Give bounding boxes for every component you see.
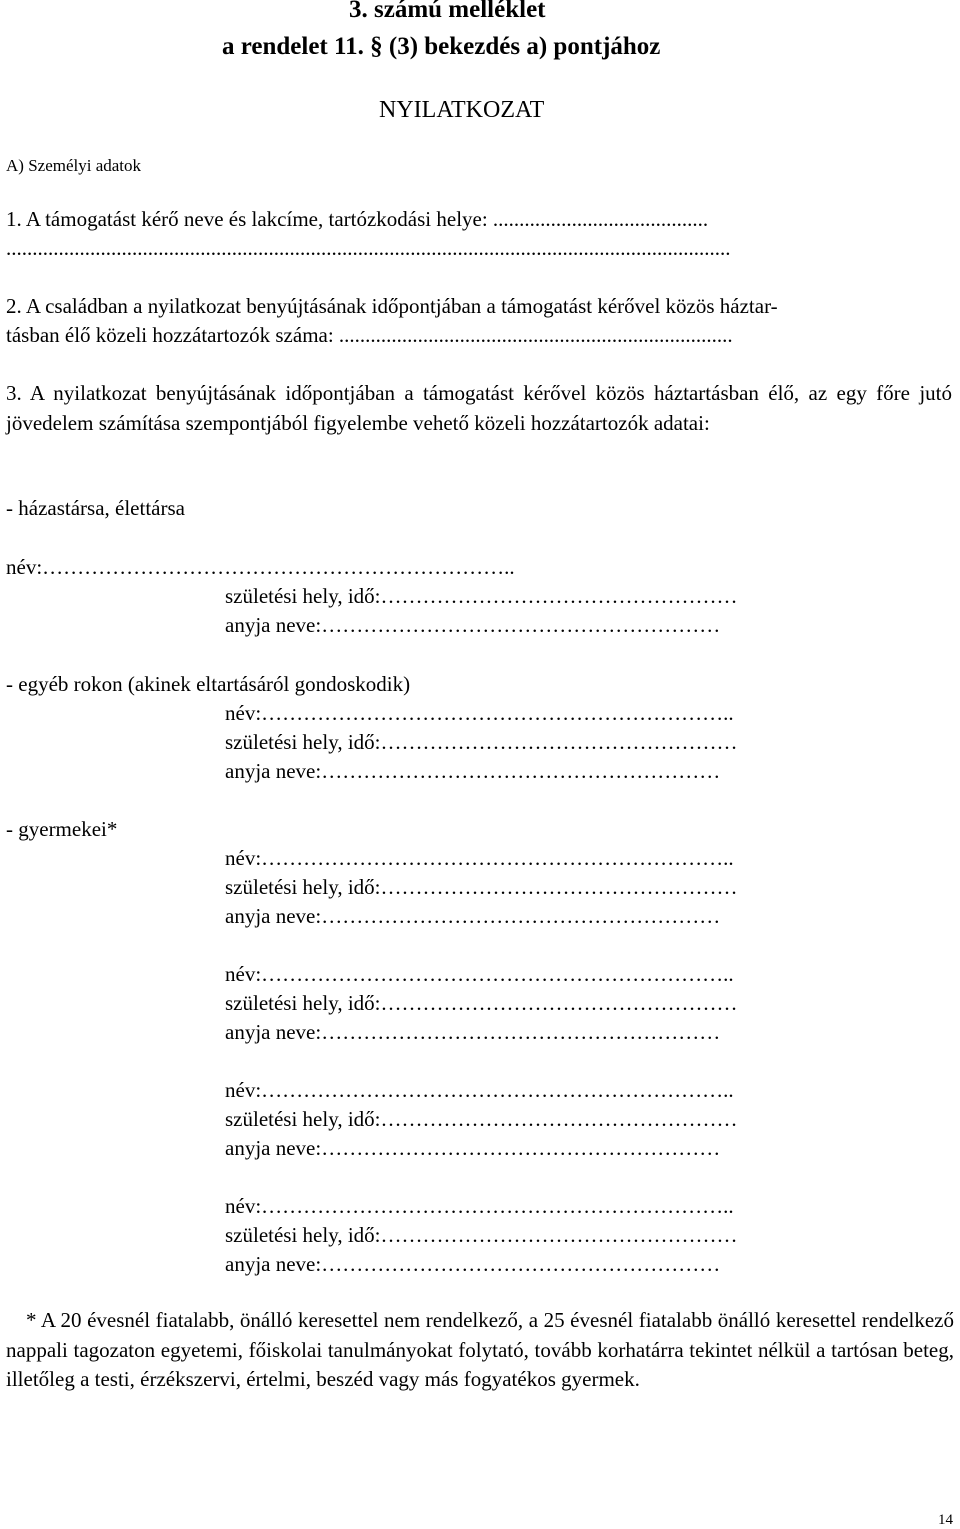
item-3: 3. A nyilatkozat benyújtásának időpontjában a támogatást kérővel közös háztartásban élő, az egy főre jutó jövedelem számítása szempontjából figyelembe vehető közeli hozzátartozók adatai: xyxy=(6,381,952,435)
spouse-birth-field: születési hely, idő:…………………………………………… xyxy=(225,584,738,608)
relative-birth-field: születési hely, idő:…………………………………………… xyxy=(225,730,738,754)
item-2-line-2: tásban élő közeli hozzátartozók száma: ........................................................................... xyxy=(6,323,733,347)
child-birth-field: születési hely, idő:…………………………………………… xyxy=(225,875,738,899)
child-name-field: név:………………………………………………………….. xyxy=(225,846,734,870)
relative-name-field: név:………………………………………………………….. xyxy=(225,701,734,725)
relative-mother-field: anyja neve:………………………………………………… xyxy=(225,759,721,783)
spouse-mother-field: anyja neve:………………………………………………… xyxy=(225,613,721,637)
child-name-field: név:………………………………………………………….. xyxy=(225,962,734,986)
child-name-field: név:………………………………………………………….. xyxy=(225,1078,734,1102)
child-birth-field: születési hely, idő:…………………………………………… xyxy=(225,1107,738,1131)
child-mother-field: anyja neve:………………………………………………… xyxy=(225,1252,721,1276)
section-heading: A) Személyi adatok xyxy=(6,156,142,175)
child-name-field: név:………………………………………………………….. xyxy=(225,1194,734,1218)
child-mother-field: anyja neve:………………………………………………… xyxy=(225,1020,721,1044)
footnote: * A 20 évesnél fiatalabb, önálló keresettel nem rendelkező, a 25 évesnél fiatalabb önálló keresettel rendelkező nappali tagozaton egyetemi, főiskolai tanulmányokat folytató, tovább korhatárra tekintet nélkül a tartósan beteg, illetőleg a testi, érzékszervi, értelmi, beszéd vagy más fogyatékos gyermek. xyxy=(6,1308,954,1391)
child-birth-field: születési hely, idő:…………………………………………… xyxy=(225,991,738,1015)
document-title: NYILATKOZAT xyxy=(379,97,545,123)
child-birth-field: születési hely, idő:…………………………………………… xyxy=(225,1223,738,1247)
annex-subtitle: a rendelet 11. § (3) bekezdés a) pontjához xyxy=(222,33,661,60)
children-label: - gyermekei* xyxy=(6,817,118,841)
relative-label: - egyéb rokon (akinek eltartásáról gondoskodik) xyxy=(6,672,411,696)
spouse-label: - házastársa, élettársa xyxy=(6,496,185,520)
item-1: 1. A támogatást kérő neve és lakcíme, tartózkodási helye: ......................................... xyxy=(6,207,709,231)
annex-title: 3. számú melléklet xyxy=(349,0,546,23)
child-mother-field: anyja neve:………………………………………………… xyxy=(225,1136,721,1160)
spouse-name-field: név:………………………………………………………….. xyxy=(6,555,515,579)
child-mother-field: anyja neve:………………………………………………… xyxy=(225,904,721,928)
item-1-continuation: .......................................................................................................................................... xyxy=(6,236,731,260)
item-2-line-1: 2. A családban a nyilatkozat benyújtásának időpontjában a támogatást kérővel közös háztar- xyxy=(6,294,778,318)
page-number: 14 xyxy=(938,1512,953,1528)
